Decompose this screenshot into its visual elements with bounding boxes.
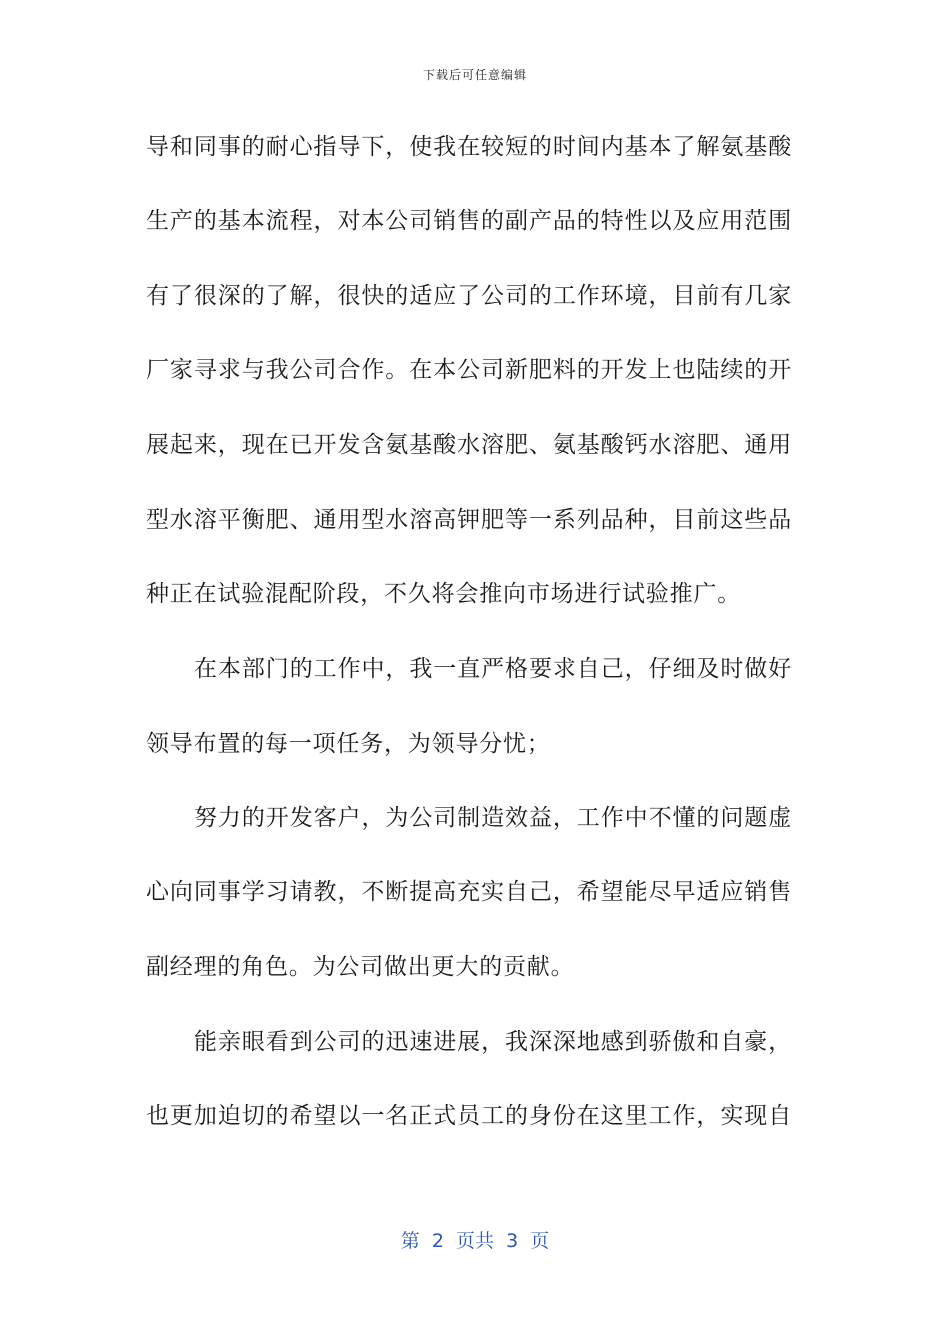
- text-line: 导和同事的耐心指导下，使我在较短的时间内基本了解氨基酸: [146, 134, 792, 160]
- text-line: 生产的基本流程，对本公司销售的副产品的特性以及应用范围: [146, 208, 792, 234]
- text-line: 厂家寻求与我公司合作。在本公司新肥料的开发上也陆续的开: [146, 357, 792, 383]
- text-line: 种正在试验混配阶段，不久将会推向市场进行试验推广。: [146, 581, 741, 607]
- header-note: 下载后可任意编辑: [422, 68, 527, 82]
- text-line: 领导布置的每一项任务，为领导分忧；: [146, 731, 551, 757]
- text-line: 也更加迫切的希望以一名正式员工的身份在这里工作，实现自: [146, 1103, 792, 1129]
- paragraph-first-line: 努力的开发客户，为公司制造效益，工作中不懂的问题虚: [194, 805, 792, 831]
- text-line: 型水溶平衡肥、通用型水溶高钾肥等一系列品种，目前这些品: [146, 507, 792, 533]
- text-line: 展起来，现在已开发含氨基酸水溶肥、氨基酸钙水溶肥、通用: [146, 432, 792, 458]
- text-line: 有了很深的了解，很快的适应了公司的工作环境，目前有几家: [146, 283, 792, 309]
- text-line: 心向同事学习请教，不断提高充实自己，希望能尽早适应销售: [146, 879, 792, 905]
- paragraph-first-line: 能亲眼看到公司的迅速进展，我深深地感到骄傲和自豪，: [194, 1029, 792, 1055]
- text-line: 副经理的角色。为公司做出更大的贡献。: [146, 954, 575, 980]
- paragraph-first-line: 在本部门的工作中，我一直严格要求自己，仔细及时做好: [194, 656, 792, 682]
- page-number-footer: 第 2 页共 3 页: [400, 1230, 550, 1252]
